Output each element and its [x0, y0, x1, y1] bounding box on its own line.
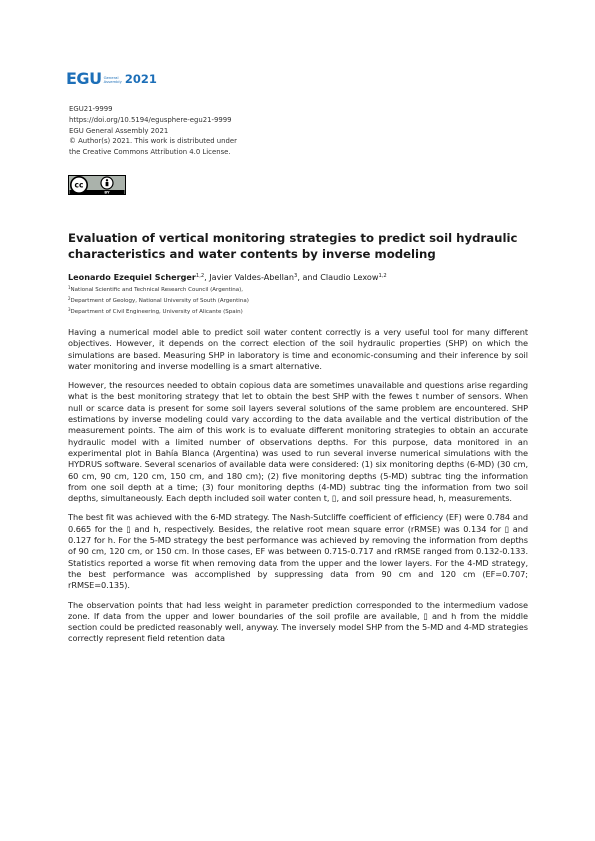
author-third: , and Claudio Lexow [297, 272, 379, 282]
paper-title: Evaluation of vertical monitoring strategies to predict soil hydraulic characteristics and water contents by inverse modeling [68, 231, 518, 261]
affiliation-2: $^2$Department of Geology, National University of South (Argentina) [68, 296, 249, 304]
abstract-paragraph-1: Having a numerical model able to predict soil water content correctly is a very useful tool for many different objectives. However, it depends on the correct election of the soil hydraulic properties (SHP) on which the simulations are based. Measuring SHP in laboratory is time and economic-consuming and their inference by soil water monitoring and inverse modelling is a smart alternative. [68, 327, 528, 371]
egu-logo [66, 68, 157, 90]
affiliation-3: $^3$Department of Civil Engineering, University of Alicante (Spain) [68, 307, 243, 315]
egu-logo-sub-line2: Assembly [103, 78, 122, 84]
author-list [68, 272, 387, 282]
egu-logo-mark: EGU [66, 69, 102, 88]
author-third-affil: 1,2 [378, 273, 387, 279]
conference-name: EGU General Assembly 2021 [69, 126, 169, 135]
egu-logo-sub-line1: General [103, 74, 119, 80]
cc-by-license-badge[interactable] [68, 175, 126, 195]
egu-logo-subtitle [104, 76, 122, 84]
abstract-paragraph-2: However, the resources needed to obtain copious data are sometimes unavailable and questions arise regarding what is the best monitoring strategy that let to obtain the best SHP with the fewes t number of sensors. When null or scarce data is present for some soil layers several solutions of the same problem are encountered. SHP estimations by inverse modeling could vary according to the data available and the vertical distribution of the measurement points. The aim of this work is to evaluate different monitoring strategies to obtain an accurate hydraulic model with a limited number of observations depths. For this purpose, data monitored in an experimental plot in Bahía Blanca (Argentina) was used to run several inverse numerical simulations with the HYDRUS software. Several scenarios of available data were considered: (1) six monitoring depths (6-MD) (30 cm, 60 cm, 90 cm, 120 cm, 150 cm, and 180 cm); (2) five monitoring depths (5-MD) subtrac ting the information from one soil depth at a time; (3) four monitoring depths (4-MD) subtrac ting the information from two soil depths, simultaneously. Each depth included soil water conten t, ▯, and soil pressure head, h, measurements. [68, 380, 528, 504]
author-second: , Javier Valdes-Abellan [204, 272, 294, 282]
doi-link[interactable]: https://doi.org/10.5194/egusphere-egu21-9999 [69, 115, 232, 124]
cc-icon: cc [74, 180, 84, 190]
publication-meta [69, 104, 237, 158]
by-label: BY [104, 190, 110, 195]
author-first: Leonardo Ezequiel Scherger [68, 272, 196, 282]
abstract-body [68, 327, 528, 653]
abstract-paragraph-4: The observation points that had less weight in parameter prediction corresponded to the intermedium vadose zone. If data from the upper and lower boundaries of the soil profile are available, ▯ and h from the middle section could be predicted reasonably well, anyway. The inversely model SHP from the 5-MD and 4-MD strategies correctly represent field retention data [68, 599, 528, 644]
egu-logo-year: 2021 [124, 72, 157, 86]
license-line: the Creative Commons Attribution 4.0 License. [69, 148, 231, 157]
copyright-line: © Author(s) 2021. This work is distributed under [69, 137, 237, 146]
author-first-affil: 1,2 [195, 273, 205, 279]
abstract-paragraph-3: The best fit was achieved with the 6-MD strategy. The Nash-Sutcliffe coefficient of efficiency (EF) were 0.784 and 0.665 for the ▯ and h, respectively. Besides, the relative root mean square error (rRMSE) was 0.134 for ▯ and 0.127 for h. For the 5-MD strategy the best performance was achieved by removing the information from depths of 90 cm, 120 cm, or 150 cm. In those cases, EF was between 0.715-0.717 and rRMSE ranged from 0.132-0.133. Statistics reported a worse fit when removing data from the upper and the lower layers. For the 4-MD strategy, the best performance was accomplished by suppressing data from 90 cm and 120 cm (EF=0.707; rRMSE=0.135). [68, 512, 528, 591]
affiliation-1: $^1$National Scientific and Technical Research Council (Argentina), [68, 285, 243, 293]
abstract-id: EGU21-9999 [69, 105, 113, 113]
author-second-affil: 3 [294, 273, 298, 279]
